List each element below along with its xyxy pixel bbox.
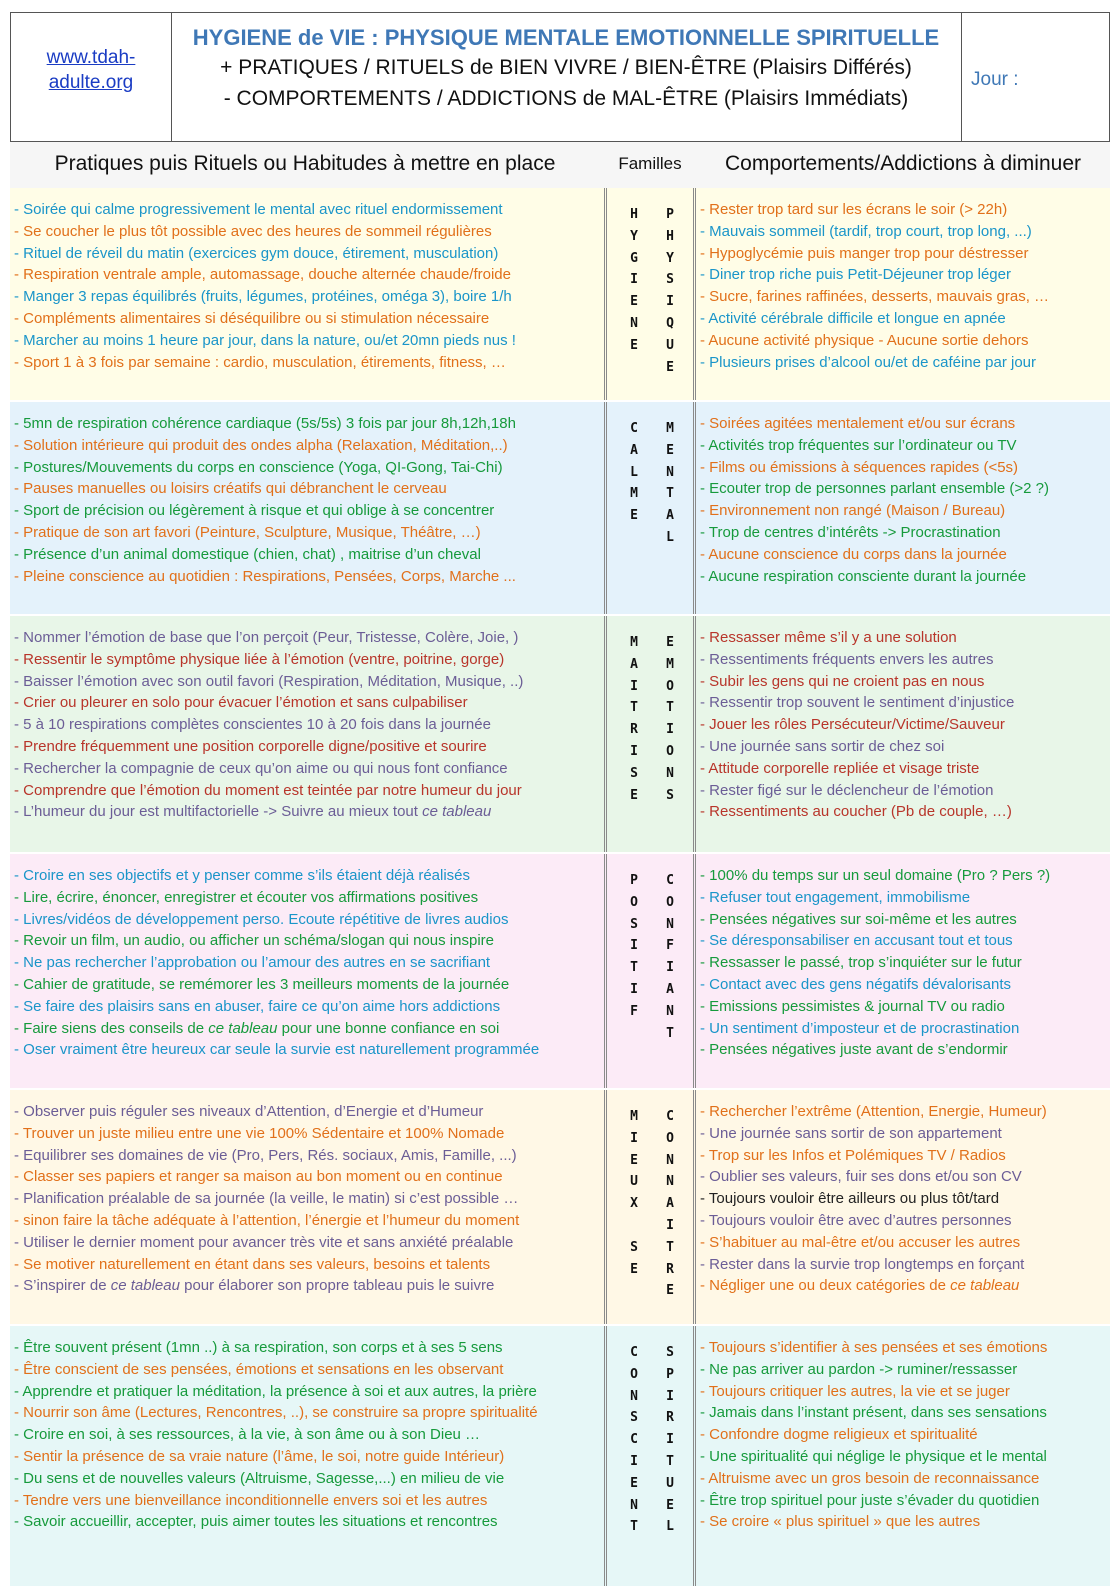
list-item: - Respiration ventrale ample, automassage, douche alternée chaude/froide: [14, 266, 511, 284]
hygiene-table: [10, 12, 1110, 1586]
page-title: HYGIENE de VIE : PHYSIQUE MENTALE EMOTIONNELLE SPIRITUELLE: [192, 25, 940, 50]
list-item: - Diner trop riche puis Petit-Déjeuner trop léger: [700, 266, 1011, 284]
list-item: - Compléments alimentaires si déséquilibre ou si stimulation nécessaire: [14, 309, 490, 327]
behaviors-cell: [696, 188, 1110, 400]
left-list: [14, 627, 600, 823]
family-cell: [604, 402, 696, 614]
subtitle-minus: - COMPORTEMENTS / ADDICTIONS de MAL-ÊTRE (Plaisirs Immédiats): [223, 87, 909, 110]
list-item: - Trop de centres d’intérêts -> Procrastination: [700, 523, 1001, 541]
list-item: - Rester dans la survie trop longtemps en forçant: [700, 1255, 1025, 1273]
family-section: [10, 854, 1110, 1088]
list-item: - Être conscient de ses pensées, émotions et sensations en les observant: [14, 1360, 504, 1378]
list-item: - Manger 3 repas équilibrés (fruits, légumes, protéines, oméga 3), boire 1/h: [14, 288, 512, 306]
list-item: - Ne pas rechercher l’approbation ou l’amour des autres en se sacrifiant: [14, 954, 491, 972]
list-item: - Utiliser le dernier moment pour avancer très vite et sans anxiété préalable: [14, 1233, 514, 1251]
behaviors-cell: [696, 1090, 1110, 1324]
family-section: [10, 188, 1110, 400]
list-item: - Attitude corporelle repliée et visage triste: [700, 759, 980, 777]
practices-cell: [10, 616, 602, 852]
list-item: - Toujours critiquer les autres, la vie et se juger: [700, 1382, 1010, 1400]
list-item: - Se déresponsabiliser en accusant tout et tous: [700, 932, 1013, 950]
list-item: - Pratique de son art favori (Peinture, Sculpture, Musique, Théâtre, …): [14, 523, 481, 541]
list-item: - Se faire des plaisirs sans en abuser, faire ce qu’on aime hors addictions: [14, 997, 501, 1015]
list-item: - Cahier de gratitude, se remémorer les 3 meilleurs moments de la journée: [14, 975, 510, 993]
list-item: - Nourrir son âme (Lectures, Rencontres, ..), se construire sa propre spiritualité: [14, 1404, 538, 1422]
column-headers: [10, 142, 1110, 188]
list-item: - Négliger une ou deux catégories de ce tableau: [700, 1277, 1020, 1295]
list-item: - Marcher au moins 1 heure par jour, dans la nature, ou/et 20mn pieds nus !: [14, 331, 516, 349]
list-item: - Se motiver naturellement en étant dans ses valeurs, besoins et talents: [14, 1255, 491, 1273]
list-item: - Être souvent présent (1mn ..) à sa respiration, son corps et à ses 5 sens: [14, 1339, 503, 1356]
list-item: - Se croire « plus spirituel » que les autres: [700, 1513, 981, 1531]
family-label: P H Y S I Q U E: [666, 207, 674, 375]
list-item: - Baisser l’émotion avec son outil favori (Respiration, Méditation, Musique, ..): [14, 672, 524, 690]
family-label: P O S I T I F: [630, 873, 638, 1019]
list-item: - Soirée qui calme progressivement le mental avec rituel endormissement: [14, 201, 503, 218]
list-item: - L’humeur du jour est multifactorielle -> Suivre au mieux tout ce tableau: [14, 803, 492, 821]
family-cell: [604, 1326, 696, 1586]
left-list: [14, 1337, 600, 1533]
list-item: - Aucune conscience du corps dans la journée: [700, 545, 1007, 563]
list-item: - Une journée sans sortir de chez soi: [700, 737, 945, 755]
list-item: - Classer ses papiers et ranger sa maison au bon moment ou en continue: [14, 1168, 503, 1186]
column-header-families: Familles: [618, 154, 682, 173]
family-label: E M O T I O N S: [666, 635, 674, 803]
list-item: - Rechercher la compagnie de ceux qu’on aime ou qui nous font confiance: [14, 759, 508, 777]
list-item: - Equilibrer ses domaines de vie (Pro, Pers, Rés. sociaux, Amis, Famille, ...): [14, 1146, 517, 1164]
list-item: - Rester trop tard sur les écrans le soir (> 22h): [700, 201, 1008, 218]
list-item: - Du sens et de nouvelles valeurs (Altruisme, Sagesse,...) en milieu de vie: [14, 1469, 505, 1487]
list-item: - Postures/Mouvements du corps en conscience (Yoga, QI-Gong, Tai-Chi): [14, 458, 503, 476]
list-item: - Toujours vouloir être ailleurs ou plus tôt/tard: [700, 1190, 1000, 1208]
practices-cell: [10, 854, 602, 1088]
subtitle-plus: + PRATIQUES / RITUELS de BIEN VIVRE / BIEN-ÊTRE (Plaisirs Différés): [220, 56, 912, 79]
list-item: - Revoir un film, un audio, ou afficher un schéma/slogan qui nous inspire: [14, 932, 494, 950]
list-item: - Activité cérébrale difficile et longue en apnée: [700, 309, 1006, 327]
list-item: - S’habituer au mal-être et/ou accuser les autres: [700, 1233, 1021, 1251]
column-header-behaviors: Comportements/Addictions à diminuer: [725, 152, 1081, 175]
practices-cell: [10, 402, 602, 614]
list-item: - Ecouter trop de personnes parlant ensemble (>2 ?): [700, 480, 1049, 498]
family-label: M I E U X S E: [630, 1109, 638, 1277]
list-item: - Rituel de réveil du matin (exercices gym douce, étirement, musculation): [14, 244, 499, 262]
list-item: - Prendre fréquemment une position corporelle digne/positive et sourire: [14, 737, 487, 755]
list-item: - Pleine conscience au quotidien : Respirations, Pensées, Corps, Marche ...: [14, 567, 516, 585]
list-item: - Croire en ses objectifs et y penser comme s’ils étaient déjà réalisés: [14, 867, 471, 884]
list-item: - Rechercher l’extrême (Attention, Energie, Humeur): [700, 1103, 1047, 1120]
family-label: C A L M E: [630, 421, 638, 524]
list-item: - Toujours s’identifier à ses pensées et ses émotions: [700, 1339, 1048, 1356]
behaviors-cell: [696, 854, 1110, 1088]
list-item: - Planification préalable de sa journée (la veille, le matin) si c’est possible …: [14, 1190, 519, 1208]
list-item: - Aucune respiration consciente durant la journée: [700, 567, 1027, 585]
list-item: - Faire siens des conseils de ce tableau pour une bonne confiance en soi: [14, 1019, 500, 1037]
family-cell: [604, 854, 696, 1088]
list-item: - Ressasser même s’il y a une solution: [700, 629, 957, 646]
list-item: - Oser vraiment être heureux car seule la survie est naturellement programmée: [14, 1041, 540, 1059]
list-item: - Nommer l’émotion de base que l’on perçoit (Peur, Tristesse, Colère, Joie, ): [14, 629, 519, 646]
list-item: - Toujours vouloir être avec d’autres personnes: [700, 1211, 1012, 1229]
practices-cell: [10, 1090, 602, 1324]
list-item: - Activités trop fréquentes sur l’ordinateur ou TV: [700, 436, 1017, 454]
list-item: - Oublier ses valeurs, fuir ses dons et/ou son CV: [700, 1168, 1022, 1186]
list-item: - Livres/vidéos de développement perso. Ecoute répétitive de livres audios: [14, 910, 509, 928]
list-item: - Sport de précision ou légèrement à risque et qui oblige à se concentrer: [14, 502, 495, 520]
list-item: - Sucre, farines raffinées, desserts, mauvais gras, …: [700, 288, 1050, 306]
family-section: [10, 1090, 1110, 1324]
list-item: - Observer puis réguler ses niveaux d’Attention, d’Energie et d’Humeur: [14, 1103, 484, 1120]
practices-cell: [10, 1326, 602, 1586]
list-item: - Rester figé sur le déclencheur de l’émotion: [700, 781, 994, 799]
list-item: - Confondre dogme religieux et spiritualité: [700, 1426, 978, 1444]
list-item: - Sport 1 à 3 fois par semaine : cardio, musculation, étirements, fitness, …: [14, 353, 506, 371]
list-item: - S’inspirer de ce tableau pour élaborer son propre tableau puis le suivre: [14, 1277, 495, 1295]
jour-label: Jour :: [971, 69, 1019, 90]
list-item: - Plusieurs prises d’alcool ou/et de caféine par jour: [700, 353, 1037, 371]
list-item: - Pensées négatives sur soi-même et les autres: [700, 910, 1017, 928]
site-link[interactable]: www.tdah- adulte.org: [46, 47, 136, 93]
list-item: - Savoir accueillir, accepter, puis aimer toutes les situations et rencontres: [14, 1513, 498, 1531]
list-item: - 100% du temps sur un seul domaine (Pro ? Pers ?): [700, 867, 1051, 884]
family-cell: [604, 1090, 696, 1324]
list-item: - Trouver un juste milieu entre une vie 100% Sédentaire et 100% Nomade: [14, 1124, 505, 1142]
right-list: [700, 865, 1108, 1061]
list-item: - Sentir la présence de sa vraie nature (l’âme, le soi, notre guide Intérieur): [14, 1447, 505, 1465]
list-item: - Films ou émissions à séquences rapides (<5s): [700, 458, 1019, 476]
list-item: - Ressentiments au coucher (Pb de couple, …): [700, 803, 1012, 821]
behaviors-cell: [696, 402, 1110, 614]
title-cell: [171, 13, 962, 141]
list-item: - Être trop spirituel pour juste s’évader du quotidien: [700, 1491, 1040, 1509]
list-item: - Solution intérieure qui produit des ondes alpha (Relaxation, Méditation,..): [14, 436, 508, 454]
behaviors-cell: [696, 616, 1110, 852]
jour-cell[interactable]: [961, 13, 1109, 141]
list-item: - Pensées négatives juste avant de s’endormir: [700, 1041, 1008, 1059]
family-section: [10, 1326, 1110, 1586]
site-cell: [11, 13, 172, 141]
list-item: - Subir les gens qui ne croient pas en nous: [700, 672, 985, 690]
list-item: - Ne pas arriver au pardon -> ruminer/ressasser: [700, 1360, 1018, 1378]
family-label: M A I T R I S E: [630, 635, 638, 803]
family-label: C O N S C I E N T: [630, 1345, 638, 1535]
list-item: - Hypoglycémie puis manger trop pour déstresser: [700, 244, 1029, 262]
list-item: - sinon faire la tâche adéquate à l’attention, l’énergie et l’humeur du moment: [14, 1211, 520, 1229]
list-item: - Refuser tout engagement, immobilisme: [700, 888, 971, 906]
right-list: [700, 1101, 1108, 1297]
list-item: - Lire, écrire, énoncer, enregistrer et écouter vos affirmations positives: [14, 888, 479, 906]
list-item: - Environnement non rangé (Maison / Bureau): [700, 502, 1006, 520]
right-list: [700, 199, 1108, 373]
list-item: - Croire en soi, à ses ressources, à la vie, à son âme ou à son Dieu …: [14, 1426, 481, 1444]
list-item: - 5 à 10 respirations complètes conscientes 10 à 20 fois dans la journée: [14, 716, 491, 734]
list-item: - Ressentir trop souvent le sentiment d’injustice: [700, 694, 1015, 712]
column-header-practices: Pratiques puis Rituels ou Habitudes à mettre en place: [54, 152, 556, 175]
right-list: [700, 413, 1108, 587]
behaviors-cell: [696, 1326, 1110, 1586]
list-item: - Se coucher le plus tôt possible avec des heures de sommeil régulières: [14, 222, 492, 240]
left-list: [14, 865, 600, 1061]
left-list: [14, 413, 600, 587]
list-item: - Trop sur les Infos et Polémiques TV / Radios: [700, 1146, 1006, 1164]
list-item: - Aucune activité physique - Aucune sortie dehors: [700, 331, 1029, 349]
left-list: [14, 199, 600, 373]
list-item: - Soirées agitées mentalement et/ou sur écrans: [700, 415, 1016, 432]
left-list: [14, 1101, 600, 1297]
list-item: - Pauses manuelles ou loisirs créatifs qui débranchent le cerveau: [14, 480, 447, 498]
list-item: - Apprendre et pratiquer la méditation, la présence à soi et aux autres, la prière: [14, 1382, 537, 1400]
family-label: C O N F I A N T: [666, 873, 674, 1041]
list-item: - Mauvais sommeil (tardif, trop court, trop long, ...): [700, 222, 1032, 240]
family-label: S P I R I T U E L: [666, 1345, 674, 1535]
list-item: - 5mn de respiration cohérence cardiaque (5s/5s) 3 fois par jour 8h,12h,18h: [14, 415, 516, 432]
list-item: - Crier ou pleurer en solo pour évacuer l’émotion et sans culpabiliser: [14, 694, 468, 712]
list-item: - Comprendre que l’émotion du moment est teintée par notre humeur du jour: [14, 781, 522, 799]
list-item: - Emissions pessimistes & journal TV ou radio: [700, 997, 1005, 1015]
family-label: M E N T A L: [666, 421, 674, 545]
list-item: - Ressasser le passé, trop s’inquiéter sur le futur: [700, 954, 1022, 972]
family-section: [10, 402, 1110, 614]
list-item: - Ressentiments fréquents envers les autres: [700, 650, 994, 668]
family-cell: [604, 616, 696, 852]
list-item: - Présence d’un animal domestique (chien, chat) , maitrise d’un cheval: [14, 545, 481, 563]
table-header: [10, 12, 1110, 142]
list-item: - Altruisme avec un gros besoin de reconnaissance: [700, 1469, 1040, 1487]
list-item: - Jouer les rôles Persécuteur/Victime/Sauveur: [700, 716, 1005, 734]
list-item: - Un sentiment d’imposteur et de procrastination: [700, 1019, 1020, 1037]
list-item: - Une spiritualité qui néglige le physique et le mental: [700, 1447, 1047, 1465]
list-item: - Ressentir le symptôme physique liée à l’émotion (ventre, poitrine, gorge): [14, 650, 505, 668]
family-label: H Y G I E N E: [630, 207, 638, 353]
practices-cell: [10, 188, 602, 400]
list-item: - Tendre vers une bienveillance inconditionnelle envers soi et les autres: [14, 1491, 488, 1509]
family-label: C O N N A I T R E: [666, 1109, 674, 1299]
family-cell: [604, 188, 696, 400]
list-item: - Contact avec des gens négatifs dévalorisants: [700, 975, 1012, 993]
list-item: - Une journée sans sortir de son appartement: [700, 1124, 1002, 1142]
right-list: [700, 627, 1108, 823]
family-section: [10, 616, 1110, 852]
list-item: - Jamais dans l’instant présent, dans ses sensations: [700, 1404, 1047, 1422]
right-list: [700, 1337, 1108, 1533]
